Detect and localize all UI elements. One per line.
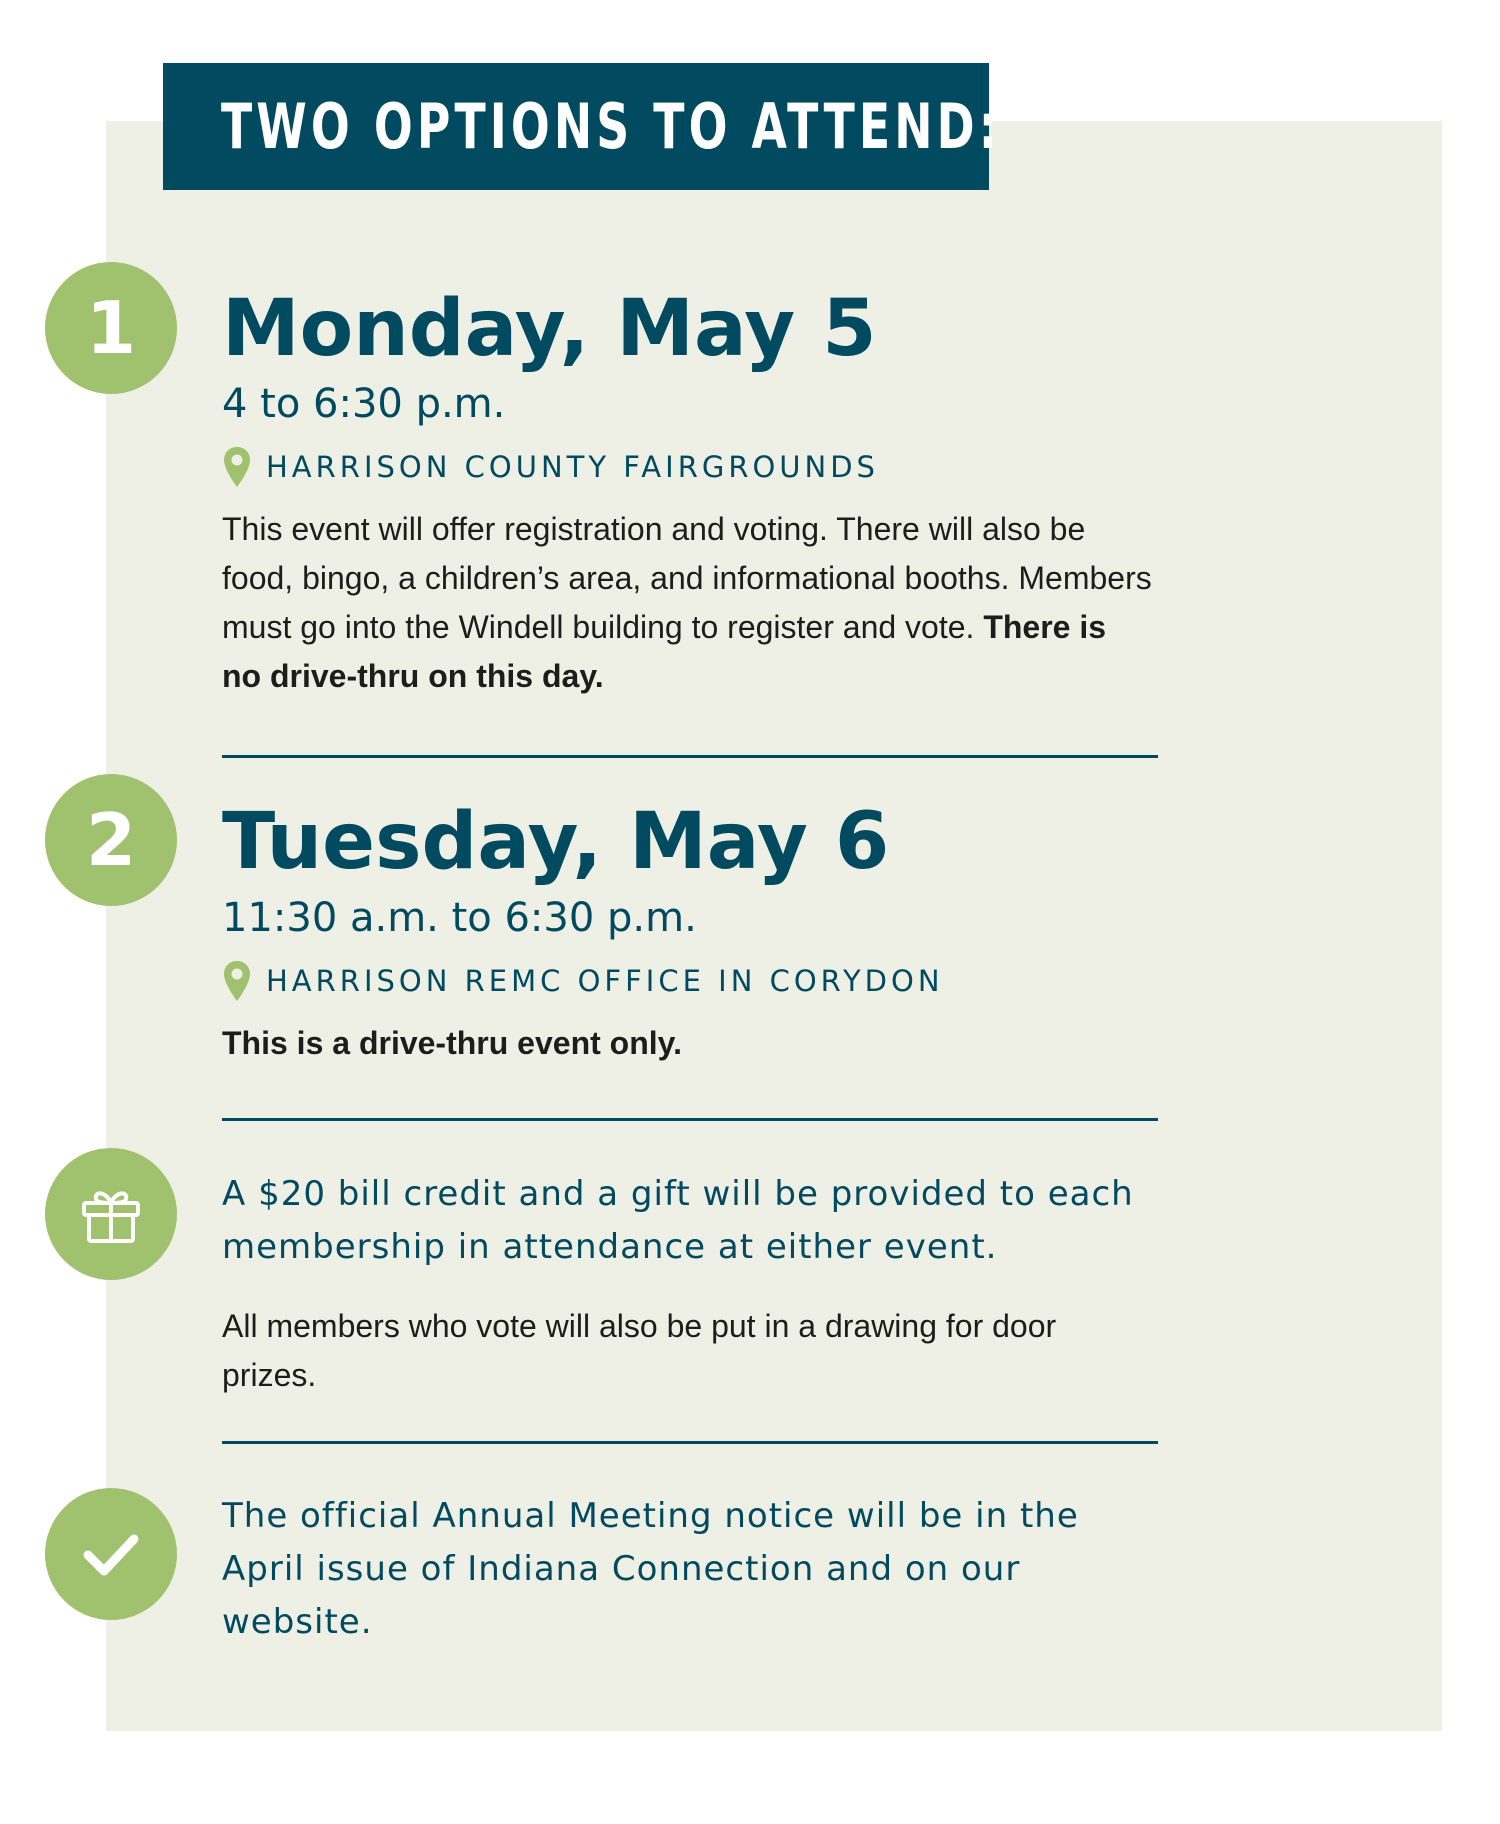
option-1-block bbox=[222, 284, 1222, 701]
title-banner bbox=[163, 63, 1002, 190]
divider-1 bbox=[222, 755, 1158, 758]
banner-title: TWO OPTIONS TO ATTEND: bbox=[221, 90, 1002, 163]
option-1-location bbox=[222, 445, 1222, 489]
option-1-number: 1 bbox=[85, 286, 137, 370]
location-pin-icon bbox=[222, 445, 252, 489]
option-2-day: Tuesday, May 6 bbox=[222, 797, 890, 887]
option-1-description bbox=[222, 505, 1152, 701]
option-2-description: This is a drive-thru event only. bbox=[222, 1025, 682, 1061]
option-1-day: Monday, May 5 bbox=[222, 284, 877, 374]
checkmark-icon bbox=[76, 1519, 146, 1589]
gift-icon bbox=[76, 1179, 146, 1249]
option-2-location bbox=[222, 959, 1222, 1003]
option-2-time: 11:30 a.m. to 6:30 p.m. bbox=[222, 895, 697, 941]
divider-3 bbox=[222, 1441, 1158, 1444]
gift-headline: A $20 bill credit and a gift will be provided to each membership in attendance at either event. bbox=[222, 1174, 1134, 1267]
location-pin-icon bbox=[222, 959, 252, 1003]
option-2-location-text: HARRISON REMC OFFICE IN CORYDON bbox=[266, 964, 944, 998]
gift-badge bbox=[45, 1148, 177, 1280]
option-2-number: 2 bbox=[85, 798, 137, 882]
notice-block bbox=[222, 1490, 1222, 1649]
option-1-time: 4 to 6:30 p.m. bbox=[222, 381, 506, 427]
check-badge bbox=[45, 1488, 177, 1620]
notice-text: The official Annual Meeting notice will be in the April issue of Indiana Connection and on our website. bbox=[222, 1496, 1079, 1642]
divider-2 bbox=[222, 1118, 1158, 1121]
option-1-description-text: This event will offer registration and voting. There will also be food, bingo, a children’s area, and informational booths. Members must go into the Windell building to register and vote. bbox=[222, 511, 1152, 645]
option-1-description-bold: There is no drive-thru on this day. bbox=[222, 609, 1107, 694]
gift-note: All members who vote will also be put in a drawing for door prizes. bbox=[222, 1308, 1057, 1393]
option-2-block bbox=[222, 797, 1222, 1068]
option-1-location-text: HARRISON COUNTY FAIRGROUNDS bbox=[266, 450, 879, 484]
option-1-badge bbox=[45, 262, 177, 394]
gift-block bbox=[222, 1168, 1222, 1400]
option-2-badge bbox=[45, 774, 177, 906]
